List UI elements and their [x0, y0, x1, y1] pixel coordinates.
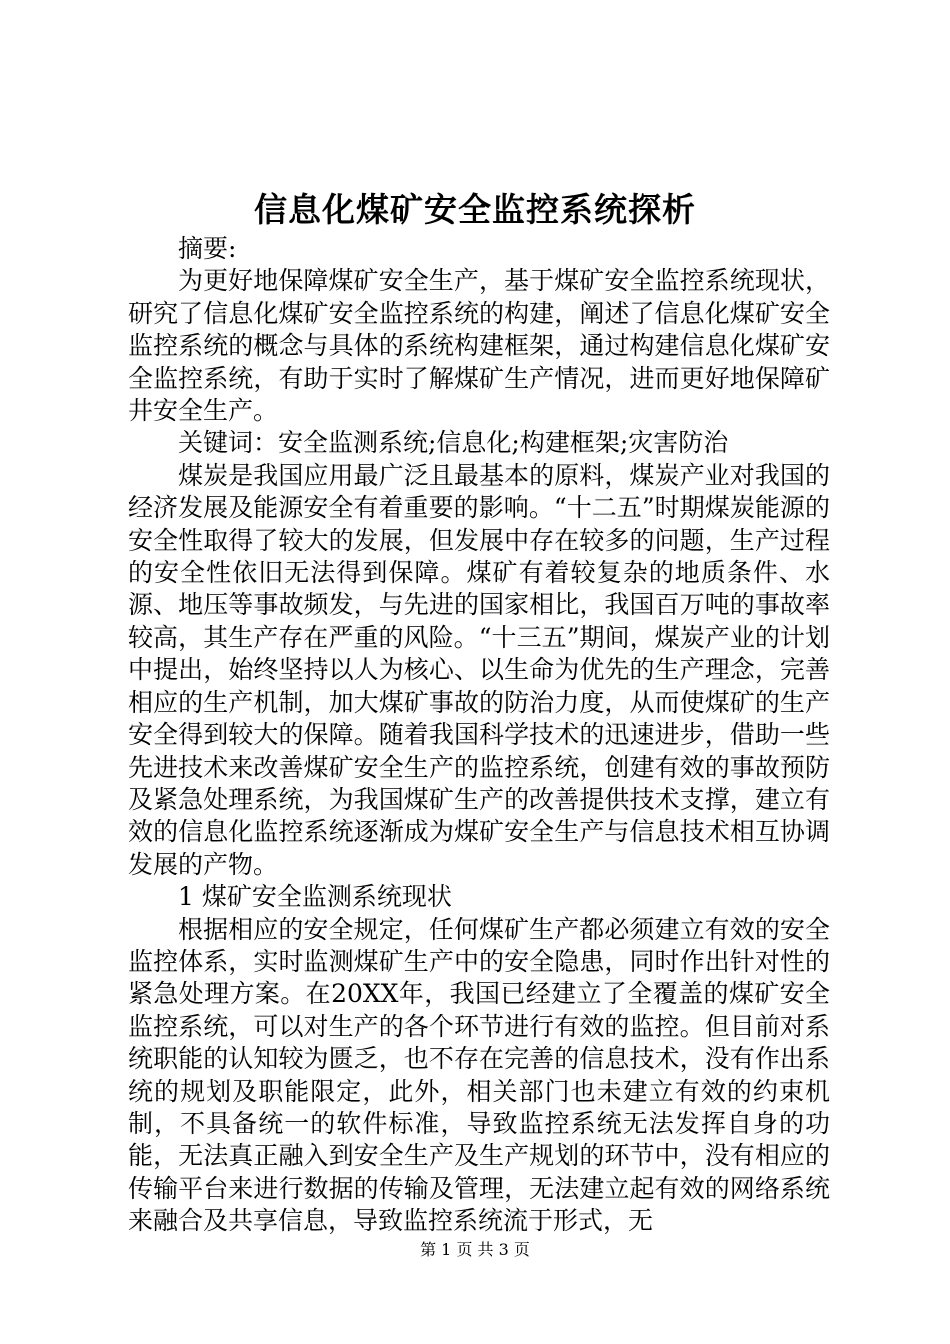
intro-paragraph: 煤炭是我国应用最广泛且最基本的原料，煤炭产业对我国的经济发展及能源安全有着重要的影响。“十二五”时期煤炭能源的安全性取得了较大的发展，但发展中存在较多的问题，生产过程的安全性依旧无法得到保障。煤矿有着较复杂的地质条件、水源、地压等事故频发，与先进的国家相比，我国百万吨的事故率较高，其生产存在严重的风险。“十三五”期间，煤炭产业的计划中提出，始终坚持以人为核心、以生命为优先的生产理念，完善相应的生产机制，加大煤矿事故的防治力度，从而使煤矿的生产安全得到较大的保障。随着我国科学技术的迅速进步，借助一些先进技术来改善煤矿安全生产的监控系统，创建有效的事故预防及紧急处理系统，为我国煤矿生产的改善提供技术支撑，建立有效的信息化监控系统逐渐成为煤矿安全生产与信息技术相互协调发展的产物。 [128, 460, 830, 879]
section-heading: 1 煤矿安全监测系统现状 [178, 882, 452, 912]
abstract-label: 摘要: [178, 234, 237, 263]
page-number-footer: 第 1 页 共 3 页 [420, 1240, 530, 1259]
abstract-paragraph: 为更好地保障煤矿安全生产，基于煤矿安全监控系统现状，研究了信息化煤矿安全监控系统的构建，阐述了信息化煤矿安全监控系统的概念与具体的系统构建框架，通过构建信息化煤矿安全监控系统，有助于实时了解煤矿生产情况，进而更好地保障矿井安全生产。 [128, 266, 830, 426]
document-body [128, 233, 830, 1238]
keywords-line: 关键词：安全监测系统;信息化;构建框架;灾害防治 [178, 428, 729, 458]
section-paragraph: 根据相应的安全规定，任何煤矿生产都必须建立有效的安全监控体系，实时监测煤矿生产中的安全隐患，同时作出针对性的紧急处理方案。在20XX年，我国已经建立了全覆盖的煤矿安全监控系统，可以对生产的各个环节进行有效的监控。但目前对系统职能的认知较为匮乏，也不存在完善的信息技术，没有作出系统的规划及职能限定，此外，相关部门也未建立有效的约束机制，不具备统一的软件标准，导致监控系统无法发挥自身的功能，无法真正融入到安全生产及生产规划的环节中，没有相应的传输平台来进行数据的传输及管理，无法建立起有效的网络系统来融合及共享信息，导致监控系统流于形式，无 [128, 914, 830, 1236]
document-title: 信息化煤矿安全监控系统探析 [254, 190, 696, 229]
